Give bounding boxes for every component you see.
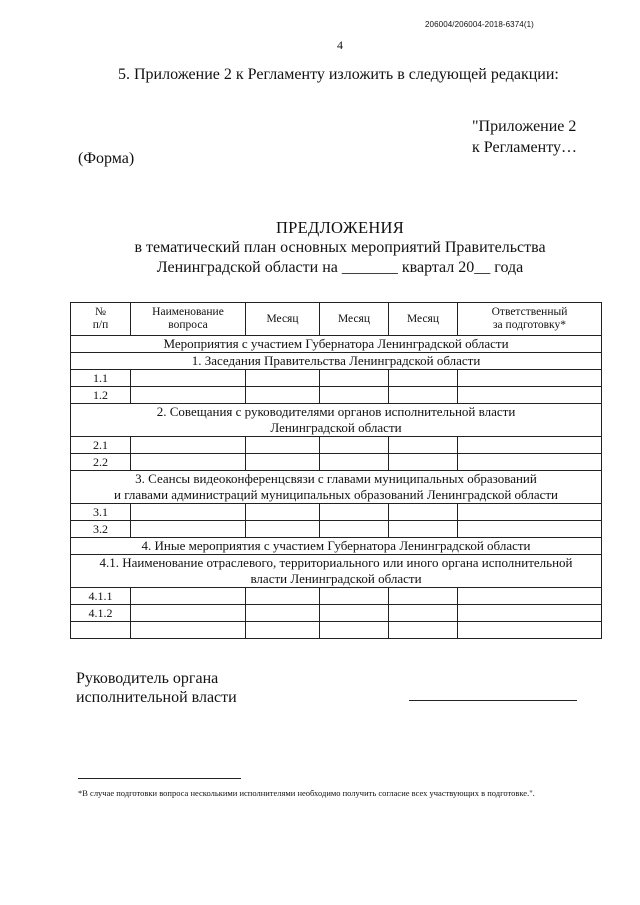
table-row: [71, 622, 602, 639]
footnote-text: *В случае подготовки вопроса несколькими исполнителями необходимо получить согласие всех участвующих в подготовке.".: [78, 788, 535, 798]
section-4: 4. Иные мероприятия с участием Губернатора Ленинградской области: [71, 538, 602, 555]
row-number: 2.1: [71, 437, 131, 454]
proposals-table: [70, 302, 602, 639]
row-number: 3.1: [71, 504, 131, 521]
signature-underline: [409, 700, 577, 701]
row-number: 4.1.2: [71, 605, 131, 622]
row-number: 1.2: [71, 387, 131, 404]
header-month-1: Месяц: [246, 303, 320, 336]
page-number: 4: [337, 38, 343, 52]
header-number: № п/п: [71, 303, 131, 336]
signature-line-2: исполнительной власти: [76, 689, 237, 706]
table-row: [71, 387, 602, 404]
row-number: 4.1.1: [71, 588, 131, 605]
document-id: 206004/206004-2018-6374(1): [425, 20, 534, 29]
table-row: [71, 504, 602, 521]
table-header-row: [71, 303, 602, 336]
section-1: 1. Заседания Правительства Ленинградской области: [71, 353, 602, 370]
appendix-line-2: к Регламенту…: [472, 139, 577, 156]
title-subline-2: Ленинградской области на _______ квартал 20__ года: [156, 259, 524, 276]
form-label: (Форма): [78, 150, 135, 167]
signature-line-1: Руководитель органа: [76, 670, 219, 687]
table-row: [71, 437, 602, 454]
signature-block: [76, 669, 237, 707]
title-heading: ПРЕДЛОЖЕНИЯ: [275, 218, 405, 237]
section-row: [71, 538, 602, 555]
row-number: 3.2: [71, 521, 131, 538]
row-number: 2.2: [71, 454, 131, 471]
header-month-3: Месяц: [389, 303, 458, 336]
appendix-line-1: "Приложение 2: [472, 118, 577, 135]
section-row: [71, 471, 602, 504]
footnote-divider: [78, 778, 241, 779]
section-row: [71, 404, 602, 437]
table-row: [71, 588, 602, 605]
row-number: 1.1: [71, 370, 131, 387]
section-2: 2. Совещания с руководителями органов исполнительной власти Ленинградской области: [71, 404, 602, 437]
table-row: [71, 605, 602, 622]
header-responsible: Ответственный за подготовку*: [458, 303, 602, 336]
document-title: [0, 218, 640, 278]
appendix-reference: [472, 116, 577, 158]
section-row: [71, 336, 602, 353]
table-row: [71, 454, 602, 471]
header-name: Наименование вопроса: [131, 303, 246, 336]
section-governor-events: Мероприятия с участием Губернатора Ленинградской области: [71, 336, 602, 353]
title-subline-1: в тематический план основных мероприятий Правительства: [134, 239, 546, 256]
section-row: [71, 555, 602, 588]
header-month-2: Месяц: [320, 303, 389, 336]
table-row: [71, 521, 602, 538]
table-row: [71, 370, 602, 387]
section-4-1: 4.1. Наименование отраслевого, территориального или иного органа исполнительной власти Ленинградской области: [71, 555, 602, 588]
section-row: [71, 353, 602, 370]
section-3: 3. Сеансы видеоконференцсвязи с главами муниципальных образований и главами администраций муниципальных образований Ленинградской области: [71, 471, 602, 504]
row-number: [71, 622, 131, 639]
item-5-text: 5. Приложение 2 к Регламенту изложить в следующей редакции:: [118, 66, 559, 83]
